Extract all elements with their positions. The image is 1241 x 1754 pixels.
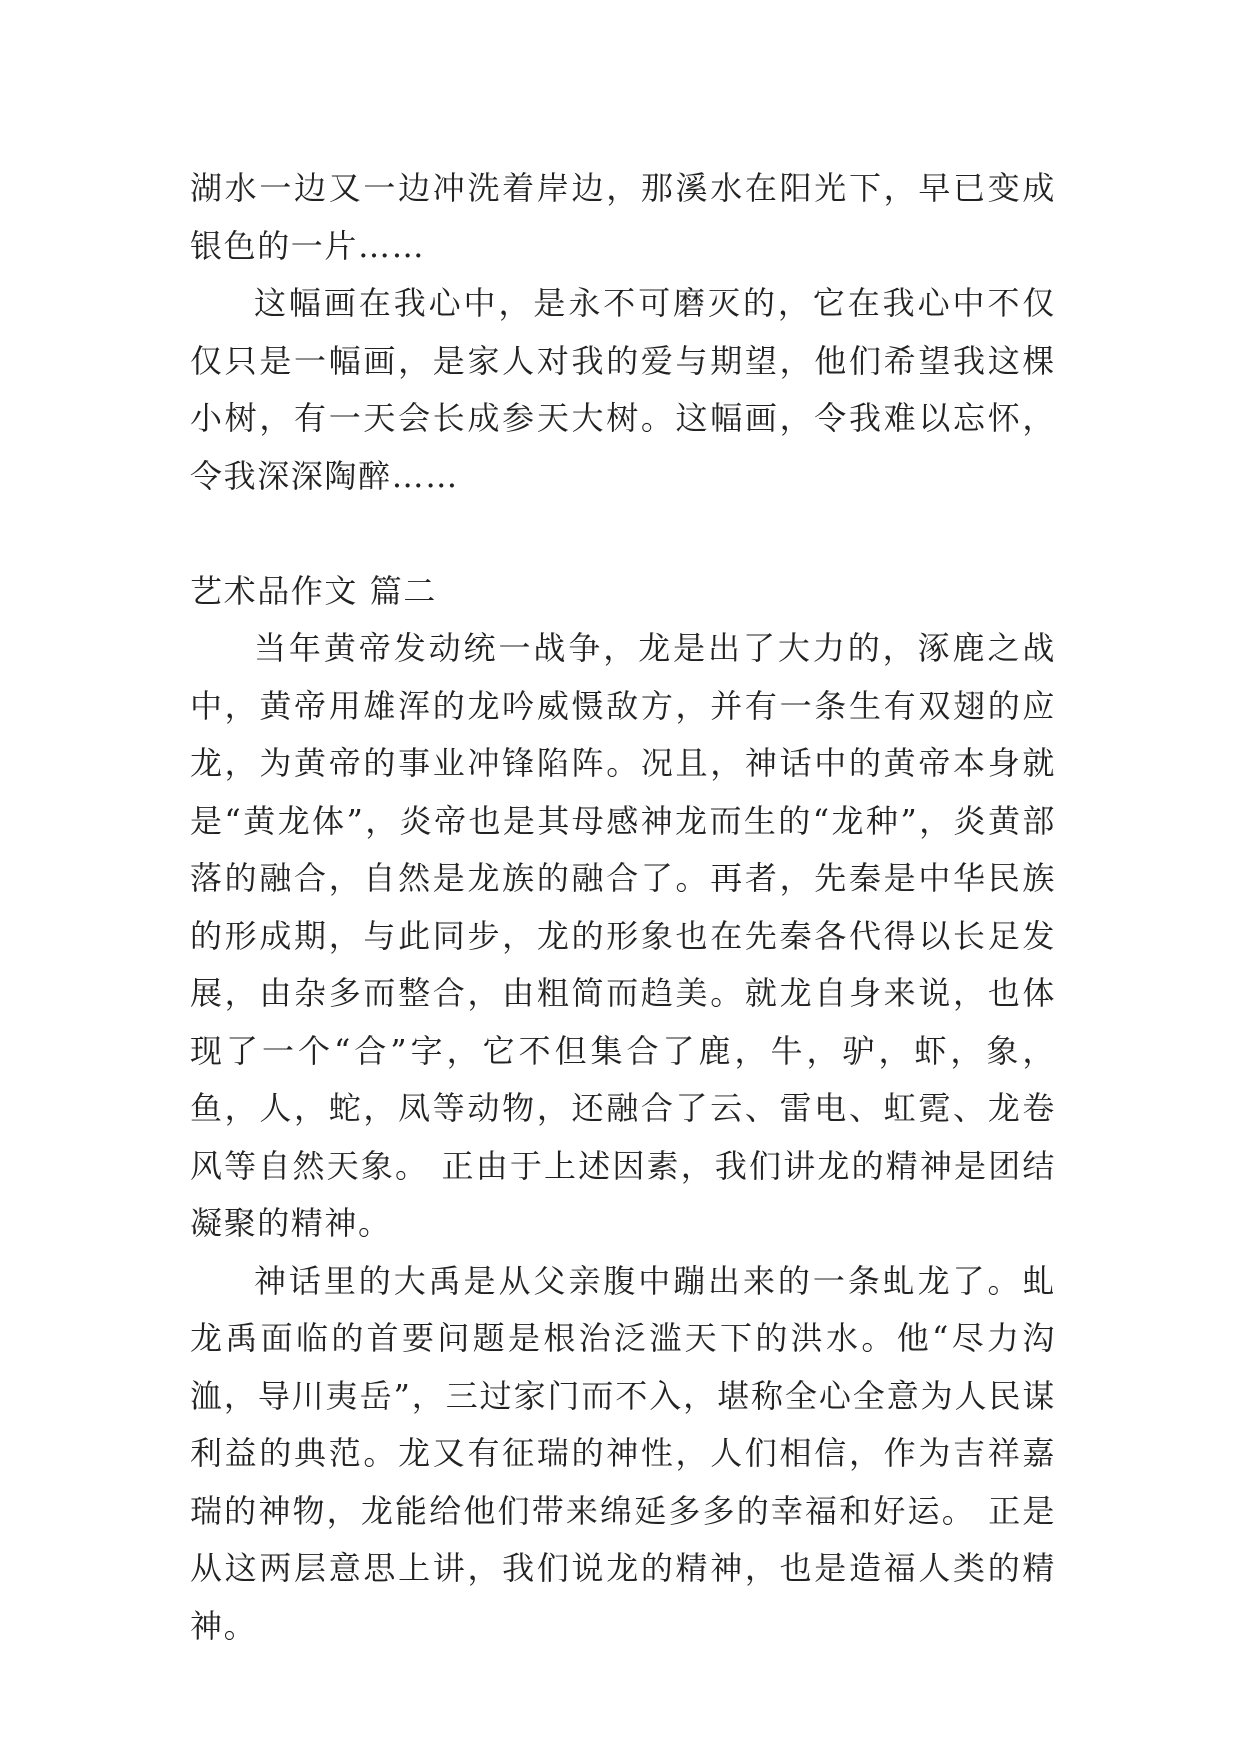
document-body xyxy=(190,160,1056,1655)
paragraph-da-yu: 神话里的大禹是从父亲腹中蹦出来的一条虬龙了。虬龙禹面临的首要问题是根治泛滥天下的洪水。他“尽力沟洫，导川夷岳”，三过家门而不入，堪称全心全意为人民谋利益的典范。龙又有征瑞的神性，人们相信，作为吉祥嘉瑞的神物，龙能给他们带来绵延多多的幸福和好运。 正是从这两层意思上讲，我们说龙的精神，也是造福人类的精神。 xyxy=(190,1261,1056,1645)
section-title: 艺术品作文 篇二 xyxy=(190,571,437,610)
paragraph-yellow-emperor: 当年黄帝发动统一战争，龙是出了大力的，涿鹿之战中，黄帝用雄浑的龙吟威慑敌方，并有一条生有双翅的应龙，为黄帝的事业冲锋陷阵。况且，神话中的黄帝本身就是“黄龙体”，炎帝也是其母感神龙而生的“龙种”，炎黄部落的融合，自然是龙族的融合了。再者，先秦是中华民族的形成期，与此同步，龙的形象也在先秦各代得以长足发展，由杂多而整合，由粗简而趋美。就龙自身来说，也体现了一个“合”字，它不但集合了鹿，牛，驴，虾，象，鱼，人，蛇，凤等动物，还融合了云、雷电、虹霓、龙卷风等自然天象。 正由于上述因素，我们讲龙的精神是团结凝聚的精神。 xyxy=(190,629,1056,1242)
paragraph-lake: 湖水一边又一边冲洗着岸边，那溪水在阳光下，早已变成银色的一片…… xyxy=(190,169,1056,265)
paragraph-painting: 这幅画在我心中，是永不可磨灭的，它在我心中不仅仅只是一幅画，是家人对我的爱与期望，他们希望我这棵小树，有一天会长成参天大树。这幅画，令我难以忘怀，令我深深陶醉…… xyxy=(190,284,1056,495)
